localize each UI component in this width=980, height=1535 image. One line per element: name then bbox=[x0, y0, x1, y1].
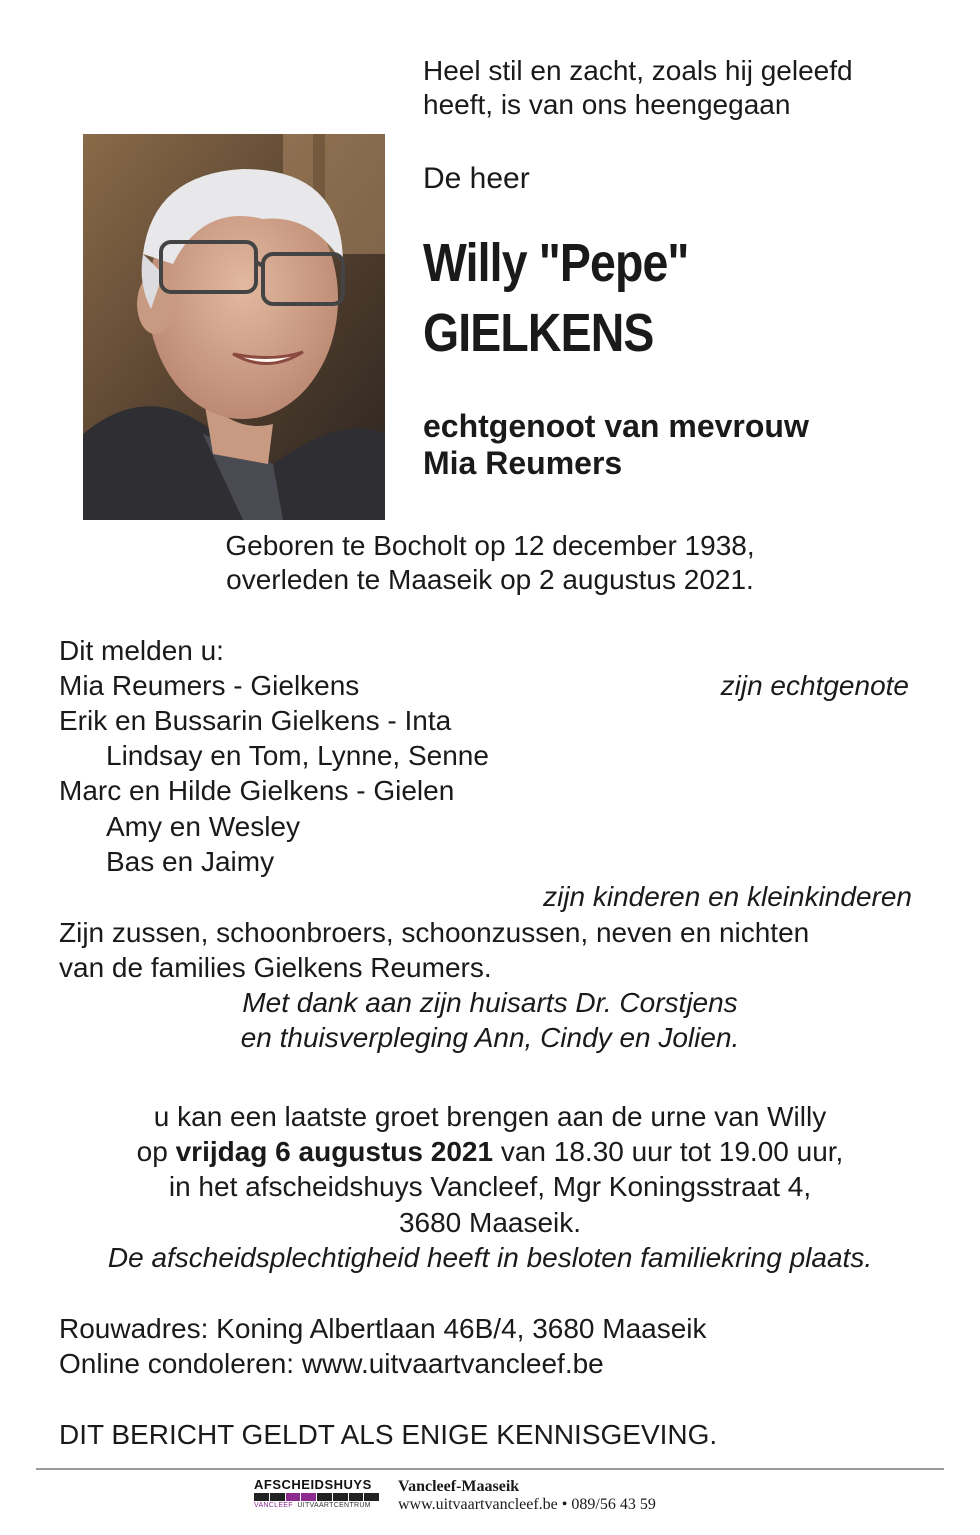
mourning-address: Rouwadres: Koning Albertlaan 46B/4, 3680 Maaseik bbox=[59, 1313, 707, 1344]
relatives-line: van de families Gielkens Reumers. bbox=[59, 952, 492, 983]
visit-line: u kan een laatste groet brengen aan de urne van Willy bbox=[153, 1101, 827, 1132]
logo-title: AFSCHEIDSHUYS bbox=[254, 1477, 372, 1492]
honorific: De heer bbox=[423, 162, 530, 195]
family-line: Lindsay en Tom, Lynne, Senne bbox=[106, 740, 489, 771]
thanks-line: Met dank aan zijn huisarts Dr. Corstjens bbox=[242, 987, 738, 1018]
visit-line: 3680 Maaseik. bbox=[398, 1207, 582, 1238]
logo-bar bbox=[254, 1493, 380, 1501]
intro-text: Heel stil en zacht, zoals hij geleefd heeft, is van ons heengegaan bbox=[423, 55, 853, 120]
visit-line: in het afscheidshuys Vancleef, Mgr Koningsstraat 4, bbox=[168, 1171, 812, 1202]
family-line: Bas en Jaimy bbox=[106, 846, 275, 877]
footer-divider bbox=[36, 1468, 944, 1470]
portrait-photo bbox=[83, 134, 385, 520]
children-role: zijn kinderen en kleinkinderen bbox=[543, 881, 912, 912]
ceremony-note: De afscheidsplechtigheid heeft in besloten familiekring plaats. bbox=[107, 1242, 873, 1273]
notice-text: DIT BERICHT GELDT ALS ENIGE KENNISGEVING. bbox=[59, 1419, 718, 1450]
thanks-line: en thuisverpleging Ann, Cindy en Jolien. bbox=[240, 1022, 740, 1053]
online-condolence[interactable]: Online condoleren: www.uitvaartvancleef.be bbox=[59, 1348, 604, 1379]
family-line: Amy en Wesley bbox=[106, 811, 300, 842]
wife-role: zijn echtgenote bbox=[720, 670, 909, 701]
visit-date-line: op vrijdag 6 augustus 2021 van 18.30 uur tot 19.00 uur, bbox=[136, 1136, 844, 1167]
deceased-name: Willy "Pepe" GIELKENS bbox=[423, 233, 689, 363]
spouse-text: echtgenoot van mevrouw Mia Reumers bbox=[423, 408, 809, 481]
announce-lead: Dit melden u: bbox=[59, 635, 224, 666]
logo-subtitle: VANCLEEF UITVAARTCENTRUM bbox=[254, 1502, 371, 1509]
portrait-image bbox=[83, 134, 385, 520]
wife-name: Mia Reumers - Gielkens bbox=[59, 670, 360, 701]
family-line: Erik en Bussarin Gielkens - Inta bbox=[59, 705, 452, 736]
visit-date: vrijdag 6 augustus 2021 bbox=[175, 1136, 494, 1167]
relatives-line: Zijn zussen, schoonbroers, schoonzussen, neven en nichten bbox=[59, 917, 810, 948]
company-name: Vancleef-Maaseik bbox=[398, 1478, 520, 1495]
family-line: Marc en Hilde Gielkens - Gielen bbox=[59, 775, 455, 806]
birth-death-dates: Geboren te Bocholt op 12 december 1938, overleden te Maaseik op 2 augustus 2021. bbox=[225, 530, 755, 595]
company-contact[interactable]: www.uitvaartvancleef.be • 089/56 43 59 bbox=[398, 1496, 656, 1513]
